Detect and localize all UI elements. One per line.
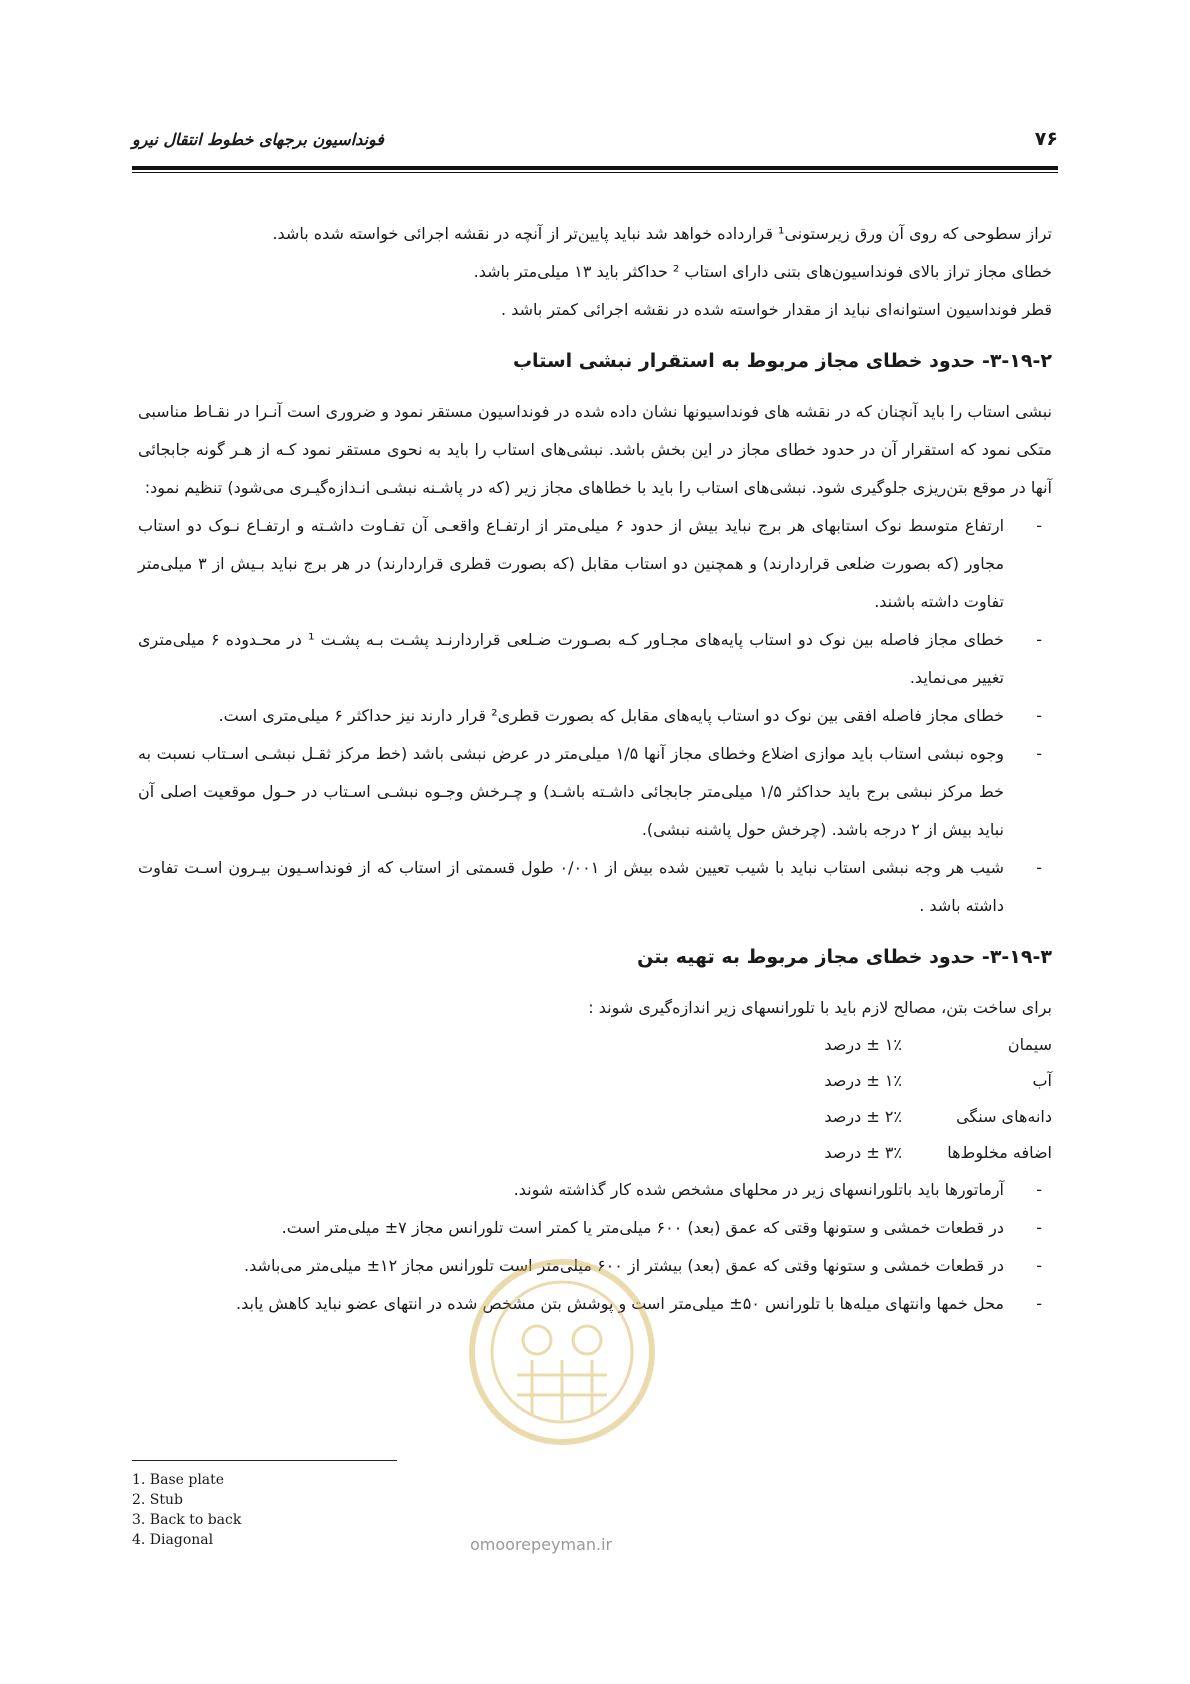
list-item: - وجوه نبشی استاب باید موازی اضلاع وخطای مجاز آنها ۱/۵ میلی‌متر در عرض نبشی باشد (خط مرکز ثقـل نبشـی اسـتاب نسبت به خط مرکز نبشی برج باید حداکثر ۱/۵ میلی‌متر جابجائی داشـته باشـد) و چـرخش وجـوه نبشـی اسـتاب در حـول موقعیت اصلی آن نباید بیش از ۲ درجه باشد. (چرخش حول پاشنه نبشی). (138, 735, 1052, 849)
intro-line: تراز سطوحی که روی آن ورق زیرستونی¹ قرارداده خواهد شد نباید پایین‌تر از آنچه در نقشه اجرائی خواسته شده باشد. (272, 224, 1052, 243)
footnote: 3. Back to back (132, 1512, 242, 1528)
material-tolerance: ۳٪ ± درصد (824, 1143, 902, 1162)
list-item: - در قطعات خمشی و ستونها وقتی که عمق (بعد) ۶۰۰ میلی‌متر یا کمتر است تلورانس مجاز ۷± میلی‌متر است. (138, 1209, 1052, 1247)
material-tolerance: ۱٪ ± درصد (824, 1035, 902, 1054)
list-item: - ارتفاع متوسط نوک استابهای هر برج نباید بیش از حدود ۶ میلی‌متر از ارتفـاع واقعـی آن تفـاوت داشـته و ارتفـاع نـوک دو استاب مجاور (که بصورت ضلعی قراردارند) و همچنین دو استاب مقابل (که بصورت قطری قراردارند) در هر برج نباید بـیش از ۳ میلی‌متر تفاوت داشته باشند. (138, 507, 1052, 621)
body-text (138, 215, 1052, 1323)
list-item: - شیب هر وجه نبشی استاب نباید با شیب تعیین شده بیش از ۰/۰۰۱ طول قسمتی از استاب که از فونداسـیون بیـرون اسـت تفاوت داشته باشد . (138, 849, 1052, 925)
tolerance-row (138, 1099, 1052, 1135)
list-item: - خطای مجاز فاصله افقی بین نوک دو استاب پایه‌های مقابل که بصورت قطری² قرار دارند نیز حداکثر ۶ میلی‌متری است. (138, 697, 1052, 735)
running-title: فونداسیون برجهای خطوط انتقال نیرو (132, 130, 384, 149)
header-rule-thick (132, 166, 1058, 170)
header-rule-thin (132, 172, 1058, 173)
tolerance-row (138, 1135, 1052, 1171)
page-number: ۷۶ (1034, 128, 1058, 150)
watermark-text: omoorepeyman.ir (470, 1535, 613, 1554)
tolerance-row (138, 1027, 1052, 1063)
footnote-rule (132, 1460, 397, 1461)
material-tolerance: ۲٪ ± درصد (824, 1107, 902, 1126)
footnote: 1. Base plate (132, 1472, 225, 1488)
material-name: آب (1032, 1071, 1052, 1090)
tolerance-row (138, 1063, 1052, 1099)
stub-tolerance-list (138, 507, 1052, 925)
list-item: - آرماتورها باید باتلورانسهای زیر در محلهای مشخص شده کار گذاشته شوند. (138, 1171, 1052, 1209)
intro-line: قطر فونداسیون استوانه‌ای نباید از مقدار خواسته شده در نقشه اجرائی کمتر باشد . (501, 300, 1052, 319)
material-name: دانه‌های سنگی (956, 1107, 1052, 1126)
material-tolerance: ۱٪ ± درصد (824, 1071, 902, 1090)
section-intro: برای ساخت بتن، مصالح لازم باید با تلورانسهای زیر اندازه‌گیری شوند : (588, 998, 1052, 1017)
material-name: سیمان (1007, 1035, 1052, 1054)
intro-line: خطای مجاز تراز بالای فونداسیون‌های بتنی دارای استاب ² حداکثر باید ۱۳ میلی‌متر باشد. (473, 262, 1052, 281)
material-name: اضافه مخلوط‌ها (947, 1143, 1052, 1162)
footnote: 4. Diagonal (132, 1532, 214, 1548)
footnotes (132, 1470, 241, 1550)
tolerance-table (138, 1027, 1052, 1171)
section-paragraph: نبشی استاب را باید آنچنان که در نقشه های فونداسیونها نشان داده شده در فونداسیون مستقر نمود و ضروری است آنـرا در نقـاط مناسبی متکی نمود که استقرار آن در حدود خطای مجاز در این بخش باشد. نبشی‌های استاب را باید به نحوی مستقر نمود کـه از هـر گونه جابجائی آنها در موقع بتن‌ریزی جلوگیری شود. نبشی‌های استاب را باید با خطاهای مجاز زیر (که در پاشـنه نبشـی انـدازه‌گیـری می‌شود) تنظیم نمود: (138, 402, 1052, 497)
watermark-seal-icon (462, 1255, 662, 1450)
section-heading: ۳-۱۹-۳- حدود خطای مجاز مربوط به تهیه بتن (637, 946, 1052, 968)
list-item: - خطای مجاز فاصله بین نوک دو استاب پایه‌های مجـاور کـه بصـورت ضـلعی قراردارنـد پشـت بـه پشـت ¹ در محـدوده ۶ میلی‌متری تغییر می‌نماید. (138, 621, 1052, 697)
list-item: - در قطعات خمشی و ستونها وقتی که عمق (بعد) بیشتر از ۶۰۰ میلی‌متر است تلورانس مجاز ۱۲± میلی‌متر می‌باشد. (138, 1247, 1052, 1285)
section-heading: ۳-۱۹-۲- حدود خطای مجاز مربوط به استقرار نبشی استاب (512, 350, 1052, 372)
list-item: - محل خمها وانتهای میله‌ها با تلورانس ۵۰± میلی‌متر است و پوشش بتن مشخص شده در انتهای عضو نباید کاهش یابد. (138, 1285, 1052, 1323)
footnote: 2. Stub (132, 1492, 184, 1508)
